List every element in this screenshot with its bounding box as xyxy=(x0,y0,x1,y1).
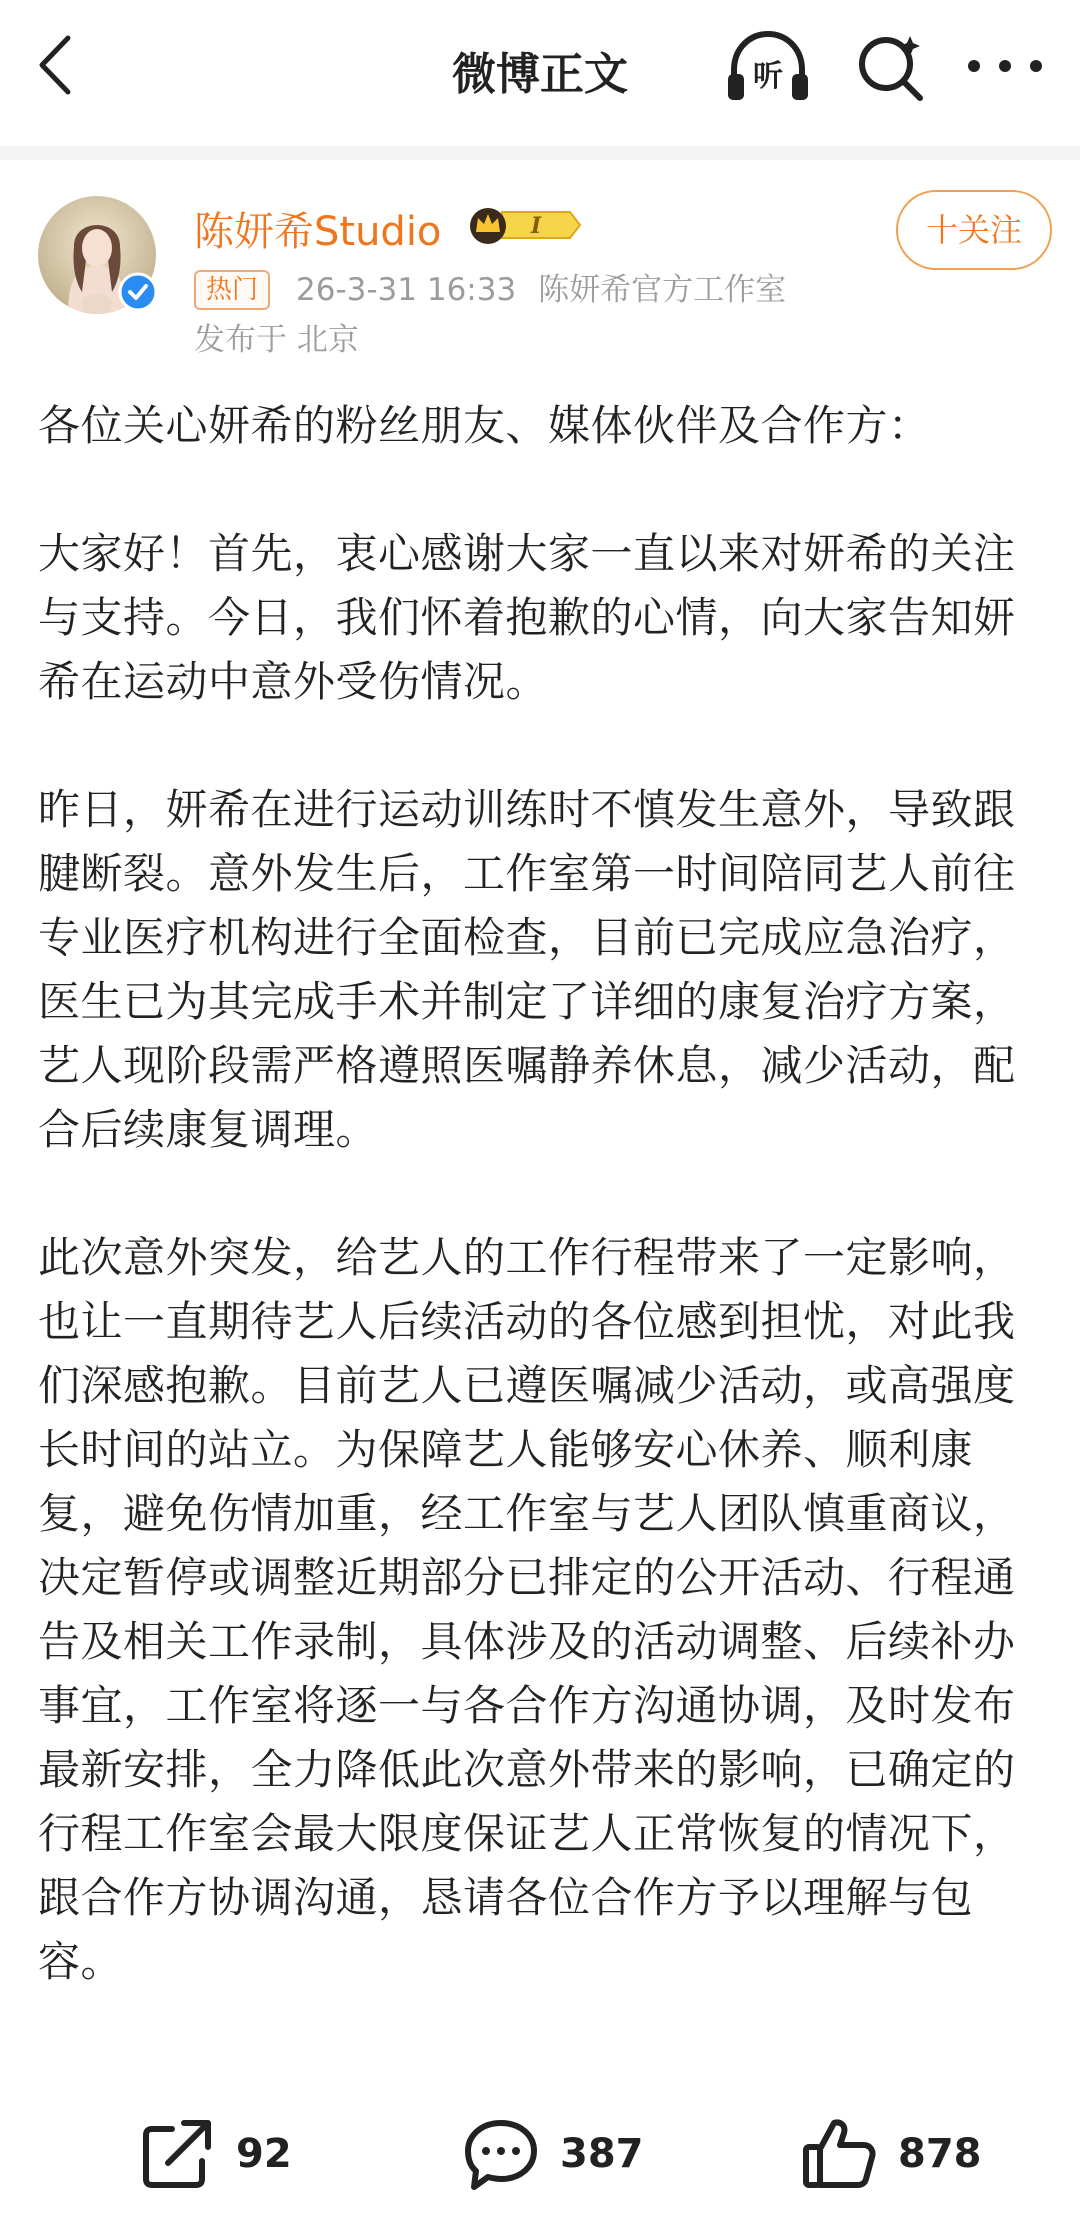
author-name[interactable]: 陈妍希Studio xyxy=(194,209,442,255)
search-button[interactable] xyxy=(852,30,928,106)
like-count: 878 xyxy=(898,2131,982,2177)
follow-button[interactable]: 十关注 xyxy=(896,190,1052,270)
comment-icon xyxy=(462,2115,540,2193)
listen-label: 听 xyxy=(753,59,783,94)
member-level-text: I xyxy=(530,213,542,239)
post-location: 发布于 北京 xyxy=(194,322,359,358)
verified-badge xyxy=(118,272,158,312)
like-button[interactable] xyxy=(800,2114,982,2194)
share-icon xyxy=(138,2115,216,2193)
post-source[interactable]: 陈妍希官方工作室 xyxy=(538,272,787,308)
post-paragraph: 各位关心妍希的粉丝朋友、媒体伙伴及合作方： xyxy=(38,401,931,450)
post-content xyxy=(38,394,1042,2064)
post-date: 26-3-31 16:33 xyxy=(296,272,517,308)
header-divider xyxy=(0,146,1080,160)
comment-button[interactable] xyxy=(462,2114,644,2194)
thumbs-up-icon xyxy=(800,2115,878,2193)
search-icon xyxy=(852,30,928,106)
headphones-icon xyxy=(722,28,814,108)
chevron-left-icon xyxy=(28,30,88,100)
more-dots-icon xyxy=(962,48,1048,84)
top-navigation-bar xyxy=(0,0,1080,140)
more-options-button[interactable] xyxy=(962,48,1048,84)
post-meta xyxy=(296,270,786,310)
content-cutoff xyxy=(0,2044,1080,2084)
back-button[interactable] xyxy=(28,30,88,100)
page-title: 微博正文 xyxy=(452,49,628,100)
post-paragraph: 大家好！首先，衷心感谢大家一直以来对妍希的关注与支持。今日，我们怀着抱歉的心情，向大家告知妍希在运动中意外受伤情况。 xyxy=(38,529,1016,706)
post-paragraph: 昨日，妍希在进行运动训练时不慎发生意外，导致跟腱断裂。意外发生后，工作室第一时间陪同艺人前往专业医疗机构进行全面检查，目前已完成应急治疗，医生已为其完成手术并制定了详细的康复治疗方案，艺人现阶段需严格遵照医嘱静养休息，减少活动，配合后续康复调理。 xyxy=(38,785,1016,1154)
post-paragraph: 此次意外突发，给艺人的工作行程带来了一定影响，也让一直期待艺人后续活动的各位感到担忧，对此我们深感抱歉。目前艺人已遵医嘱减少活动，或高强度长时间的站立。为保障艺人能够安心休养、顺利康复，避免伤情加重，经工作室与艺人团队慎重商议，决定暂停或调整近期部分已排定的公开活动、行程通告及相关工作录制，具体涉及的活动调整、后续补办事宜，工作室将逐一与各合作方沟通协调，及时发布最新安排，全力降低此次意外带来的影响，已确定的行程工作室会最大限度保证艺人正常恢复的情况下，跟合作方协调沟通，恳请各位合作方予以理解与包容。 xyxy=(38,1233,1016,1986)
hot-tag: 热门 xyxy=(194,270,270,310)
listen-button[interactable] xyxy=(722,28,814,108)
share-button[interactable] xyxy=(138,2114,292,2194)
verified-check-icon xyxy=(118,272,158,312)
bottom-action-bar xyxy=(0,2084,1080,2214)
share-count: 92 xyxy=(236,2131,292,2177)
member-level-badge[interactable] xyxy=(466,200,584,250)
crown-level-icon xyxy=(466,200,584,250)
comment-count: 387 xyxy=(560,2131,644,2177)
